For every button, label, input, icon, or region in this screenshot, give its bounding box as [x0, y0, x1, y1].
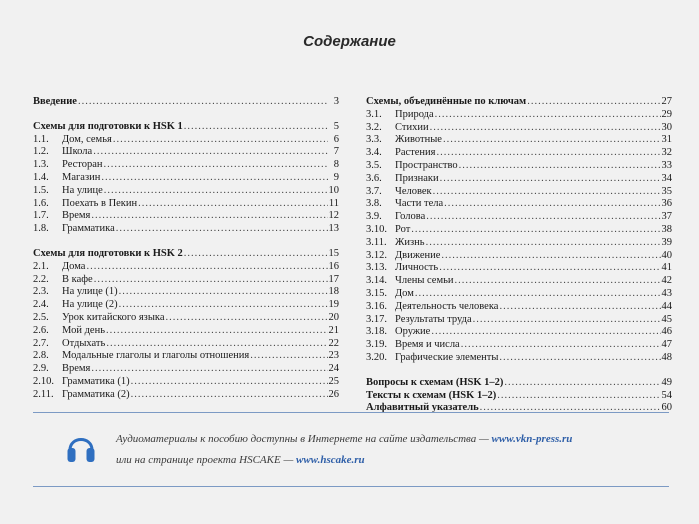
- toc-entry-title: Природа: [395, 108, 434, 120]
- toc-dot-leader: [119, 286, 328, 299]
- toc-dot-leader: [426, 237, 661, 250]
- toc-entry-title: На улице (2): [62, 299, 118, 311]
- toc-entry[interactable]: [366, 275, 672, 288]
- toc-entry[interactable]: [33, 261, 339, 274]
- toc-left-column: [33, 96, 339, 402]
- hscake-link[interactable]: www.hscake.ru: [296, 454, 365, 466]
- toc-page-number: 16: [328, 260, 339, 272]
- toc-entry-title: Личность: [395, 262, 439, 274]
- toc-dot-leader: [461, 339, 661, 352]
- toc-entry[interactable]: [33, 286, 339, 299]
- toc-entry-number: 3.14.: [366, 275, 387, 287]
- toc-dot-leader: [459, 160, 661, 173]
- toc-entry-number: 2.3.: [33, 286, 49, 298]
- toc-page-number: 10: [328, 184, 339, 196]
- toc-page-number: 39: [661, 236, 672, 248]
- toc-entry[interactable]: [33, 185, 339, 198]
- toc-page-number: 20: [328, 311, 339, 323]
- toc-page-number: 46: [661, 326, 672, 338]
- toc-entry-number: 3.15.: [366, 287, 387, 299]
- toc-entry-number: 3.8.: [366, 198, 382, 210]
- toc-entry[interactable]: [33, 198, 339, 211]
- toc-dot-leader: [504, 377, 660, 390]
- toc-page-number: 23: [328, 350, 339, 362]
- divider-bottom: [33, 486, 669, 487]
- toc-entry-number: 1.2.: [33, 146, 49, 158]
- audio-note-line-2: [116, 450, 572, 471]
- toc-entry[interactable]: [33, 134, 339, 147]
- toc-entry[interactable]: [366, 288, 672, 301]
- toc-dot-leader: [131, 389, 328, 402]
- toc-entry-title: Движение: [395, 249, 441, 261]
- toc-entry-title: Человек: [395, 185, 432, 197]
- toc-entry-title: Время и числа: [395, 339, 460, 351]
- toc-entry-number: 3.13.: [366, 262, 387, 274]
- toc-entry-number: 1.8.: [33, 223, 49, 235]
- toc-entry-title: Магазин: [62, 171, 101, 183]
- toc-dot-leader: [116, 223, 328, 236]
- audio-note-text-1: Аудиоматериалы к пособию доступны в Интернете на сайте издательства —: [116, 433, 492, 445]
- toc-entry-number: 3.9.: [366, 211, 382, 223]
- toc-section-heading[interactable]: [366, 377, 672, 390]
- toc-dot-leader: [93, 146, 328, 159]
- toc-dot-leader: [436, 147, 660, 160]
- toc-page-number: 30: [661, 121, 672, 133]
- toc-entry-number: 2.7.: [33, 337, 49, 349]
- toc-dot-leader: [443, 134, 661, 147]
- toc-entry-number: 2.9.: [33, 363, 49, 375]
- toc-entry[interactable]: [366, 237, 672, 250]
- toc-entry-number: 1.5.: [33, 184, 49, 196]
- toc-dot-leader: [86, 261, 327, 274]
- toc-entry-title: Дом: [395, 287, 414, 299]
- toc-page-number: 44: [661, 300, 672, 312]
- toc-dot-leader: [78, 96, 328, 109]
- toc-entry[interactable]: [33, 363, 339, 376]
- toc-entry-number: 2.11.: [33, 388, 54, 400]
- toc-page-number: 45: [661, 313, 672, 325]
- toc-entry-title: Деятельность человека: [395, 300, 499, 312]
- toc-entry-title: Части тела: [395, 198, 444, 210]
- toc-entry-number: 3.18.: [366, 326, 387, 338]
- toc-dot-leader: [184, 248, 328, 261]
- toc-page-number: 54: [661, 389, 672, 401]
- toc-entry-title: Время: [62, 210, 91, 222]
- toc-entry[interactable]: [366, 301, 672, 314]
- toc-dot-leader: [430, 122, 661, 135]
- toc-entry[interactable]: [33, 389, 339, 402]
- toc-page-number: 5: [333, 120, 339, 132]
- toc-entry-number: 3.5.: [366, 159, 382, 171]
- toc-entry[interactable]: [366, 211, 672, 224]
- toc-page-number: 6: [333, 133, 339, 145]
- toc-dot-leader: [138, 198, 328, 211]
- toc-entry-number: 3.3.: [366, 134, 382, 146]
- toc-entry[interactable]: [366, 109, 672, 122]
- toc-entry-title: Члены семьи: [395, 275, 454, 287]
- toc-entry[interactable]: [33, 376, 339, 389]
- toc-entry-title: Алфавитный указатель: [366, 402, 479, 414]
- toc-entry-title: Рот: [395, 223, 411, 235]
- toc-gap: [366, 365, 672, 377]
- toc-dot-leader: [104, 185, 328, 198]
- toc-entry[interactable]: [366, 339, 672, 352]
- toc-entry-number: 3.12.: [366, 249, 387, 261]
- toc-entry-title: Голова: [395, 211, 426, 223]
- toc-dot-leader: [426, 211, 660, 224]
- toc-right-column: [366, 96, 672, 415]
- toc-entry-number: 1.7.: [33, 210, 49, 222]
- toc-entry[interactable]: [33, 172, 339, 185]
- toc-gap: [33, 236, 339, 248]
- toc-page-number: 40: [661, 249, 672, 261]
- toc-dot-leader: [439, 262, 660, 275]
- toc-dot-leader: [435, 109, 661, 122]
- toc-page-number: 38: [661, 223, 672, 235]
- toc-dot-leader: [131, 376, 328, 389]
- toc-page-number: 12: [328, 210, 339, 222]
- toc-entry[interactable]: [33, 159, 339, 172]
- toc-entry-title: Грамматика: [62, 223, 115, 235]
- toc-entry-title: Вопросы к схемам (HSK 1–2): [366, 376, 504, 388]
- toc-dot-leader: [411, 224, 660, 237]
- headphones-icon: [66, 428, 96, 466]
- toc-entry-title: Животные: [395, 134, 442, 146]
- toc-entry-title: На улице: [62, 184, 103, 196]
- audio-note-text-2: или на странице проекта HSCAKE —: [116, 454, 296, 466]
- toc-entry-title: На улице (1): [62, 286, 118, 298]
- toc-entry-number: 3.19.: [366, 339, 387, 351]
- toc-section-heading[interactable]: [33, 248, 339, 261]
- toc-dot-leader: [441, 250, 660, 263]
- toc-entry-number: 3.17.: [366, 313, 387, 325]
- toc-page-number: 60: [661, 402, 672, 414]
- toc-entry[interactable]: [33, 325, 339, 338]
- toc-entry-title: Схемы для подготовки к HSK 2: [33, 247, 183, 259]
- toc-dot-leader: [415, 288, 661, 301]
- vkn-press-link[interactable]: www.vkn-press.ru: [491, 433, 573, 445]
- toc-entry-number: 2.5.: [33, 311, 49, 323]
- toc-entry-title: Жизнь: [395, 236, 425, 248]
- toc-entry[interactable]: [33, 338, 339, 351]
- toc-entry[interactable]: [33, 350, 339, 363]
- toc-page-number: 49: [661, 376, 672, 388]
- toc-entry-title: Оружие: [395, 326, 431, 338]
- toc-dot-leader: [433, 186, 661, 199]
- toc-dot-leader: [91, 363, 327, 376]
- toc-entry-title: Дом, семья: [62, 133, 112, 145]
- toc-entry[interactable]: [366, 314, 672, 327]
- toc-page-number: 17: [328, 273, 339, 285]
- toc-entry-title: Мой день: [62, 324, 105, 336]
- toc-dot-leader: [480, 402, 661, 415]
- toc-dot-leader: [497, 390, 660, 403]
- toc-entry[interactable]: [33, 210, 339, 223]
- toc-page-number: 36: [661, 198, 672, 210]
- toc-dot-leader: [499, 301, 660, 314]
- toc-entry[interactable]: [366, 122, 672, 135]
- toc-section-heading[interactable]: [33, 121, 339, 134]
- toc-dot-leader: [101, 172, 328, 185]
- toc-entry-title: Растения: [395, 147, 436, 159]
- toc-entry-number: 3.11.: [366, 236, 387, 248]
- toc-entry[interactable]: [366, 160, 672, 173]
- toc-entry[interactable]: [33, 223, 339, 236]
- toc-entry[interactable]: [366, 186, 672, 199]
- toc-entry[interactable]: [33, 146, 339, 159]
- toc-dot-leader: [444, 198, 660, 211]
- toc-page-number: 21: [328, 324, 339, 336]
- toc-entry[interactable]: [366, 326, 672, 339]
- toc-page-number: 34: [661, 172, 672, 184]
- toc-entry-number: 3.16.: [366, 300, 387, 312]
- toc-page-number: 32: [661, 147, 672, 159]
- toc-dot-leader: [106, 338, 327, 351]
- toc-page-number: 15: [328, 247, 339, 259]
- toc-entry[interactable]: [366, 198, 672, 211]
- toc-entry[interactable]: [366, 352, 672, 365]
- toc-entry[interactable]: [33, 299, 339, 312]
- toc-entry-title: Пространство: [395, 159, 458, 171]
- toc-dot-leader: [166, 312, 328, 325]
- toc-entry-title: Модальные глаголы и глаголы отношения: [62, 350, 250, 362]
- toc-entry-title: Результаты труда: [395, 313, 472, 325]
- toc-entry-title: Графические элементы: [395, 351, 499, 363]
- divider-top: [33, 412, 669, 413]
- toc-entry[interactable]: [366, 224, 672, 237]
- toc-entry-title: В кафе: [62, 273, 93, 285]
- toc-section-heading[interactable]: [366, 402, 672, 415]
- toc-entry[interactable]: [366, 173, 672, 186]
- page-title: Содержание: [303, 33, 396, 50]
- toc-page-number: 26: [328, 388, 339, 400]
- toc-dot-leader: [184, 121, 328, 134]
- toc-dot-leader: [455, 275, 661, 288]
- toc-entry-title: Стихии: [395, 121, 429, 133]
- toc-entry-number: 3.7.: [366, 185, 382, 197]
- toc-page-number: 19: [328, 299, 339, 311]
- toc-dot-leader: [94, 274, 328, 287]
- toc-dot-leader: [250, 350, 327, 363]
- toc-entry-title: Схемы для подготовки к HSK 1: [33, 120, 183, 132]
- toc-dot-leader: [473, 314, 661, 327]
- toc-dot-leader: [440, 173, 661, 186]
- toc-page-number: 8: [333, 159, 339, 171]
- toc-page-number: 37: [661, 211, 672, 223]
- toc-dot-leader: [113, 134, 328, 147]
- toc-page-number: 13: [328, 223, 339, 235]
- toc-entry-number: 2.1.: [33, 260, 49, 272]
- toc-entry-number: 3.1.: [366, 108, 382, 120]
- toc-page-number: 35: [661, 185, 672, 197]
- toc-page-number: 18: [328, 286, 339, 298]
- toc-entry-number: 3.6.: [366, 172, 382, 184]
- toc-entry-number: 1.3.: [33, 159, 49, 171]
- toc-entry-title: Введение: [33, 96, 77, 107]
- toc-entry-title: Время: [62, 363, 91, 375]
- toc-entry-number: 1.6.: [33, 197, 49, 209]
- toc-page-number: 27: [661, 96, 672, 107]
- toc-entry[interactable]: [33, 312, 339, 325]
- toc-page-number: 48: [661, 351, 672, 363]
- toc-dot-leader: [119, 299, 328, 312]
- toc-entry-title: Поехать в Пекин: [62, 197, 138, 209]
- toc-page-number: 25: [328, 375, 339, 387]
- toc-gap: [33, 109, 339, 121]
- toc-section-heading[interactable]: [33, 96, 339, 109]
- toc-page-number: 9: [333, 171, 339, 183]
- toc-entry-title: Схемы, объединённые по ключам: [366, 96, 527, 107]
- toc-entry-title: Признаки: [395, 172, 439, 184]
- toc-entry-number: 1.1.: [33, 133, 49, 145]
- toc-page-number: 41: [661, 262, 672, 274]
- toc-page-number: 31: [661, 134, 672, 146]
- toc-entry-number: 2.2.: [33, 273, 49, 285]
- toc-page-number: 47: [661, 339, 672, 351]
- toc-page-number: 29: [661, 108, 672, 120]
- toc-page-number: 7: [333, 146, 339, 158]
- toc-dot-leader: [106, 325, 328, 338]
- toc-entry-number: 1.4.: [33, 171, 49, 183]
- toc-dot-leader: [104, 159, 328, 172]
- toc-entry[interactable]: [366, 250, 672, 263]
- audio-note: [116, 429, 572, 471]
- toc-page-number: 33: [661, 159, 672, 171]
- toc-section-heading[interactable]: [366, 96, 672, 109]
- toc-page-number: 3: [333, 96, 339, 107]
- toc-entry-title: Школа: [62, 146, 93, 158]
- audio-note-line-1: [116, 429, 572, 450]
- toc-page-number: 11: [328, 197, 339, 209]
- toc-entry-title: Грамматика (1): [62, 375, 130, 387]
- toc-entry-number: 2.4.: [33, 299, 49, 311]
- toc-entry[interactable]: [33, 274, 339, 287]
- toc-dot-leader: [431, 326, 660, 339]
- toc-entry[interactable]: [366, 147, 672, 160]
- toc-entry-number: 2.10.: [33, 375, 54, 387]
- toc-entry-number: 3.4.: [366, 147, 382, 159]
- toc-page-number: 42: [661, 275, 672, 287]
- toc-entry-number: 3.2.: [366, 121, 382, 133]
- toc-entry-title: Отдыхать: [62, 337, 106, 349]
- toc-section-heading[interactable]: [366, 390, 672, 403]
- toc-entry-number: 3.20.: [366, 351, 387, 363]
- toc-entry-number: 2.6.: [33, 324, 49, 336]
- toc-entry[interactable]: [366, 262, 672, 275]
- toc-dot-leader: [527, 96, 660, 109]
- toc-page-number: 24: [328, 363, 339, 375]
- toc-dot-leader: [499, 352, 660, 365]
- toc-entry-number: 2.8.: [33, 350, 49, 362]
- toc-entry-title: Ресторан: [62, 159, 103, 171]
- toc-entry-title: Тексты к схемам (HSK 1–2): [366, 389, 497, 401]
- toc-dot-leader: [91, 210, 327, 223]
- toc-entry-title: Дома: [62, 260, 86, 272]
- toc-page-number: 22: [328, 337, 339, 349]
- toc-entry-title: Грамматика (2): [62, 388, 130, 400]
- toc-entry[interactable]: [366, 134, 672, 147]
- toc-page-number: 43: [661, 287, 672, 299]
- toc-entry-title: Урок китайского языка: [62, 311, 165, 323]
- toc-entry-number: 3.10.: [366, 223, 387, 235]
